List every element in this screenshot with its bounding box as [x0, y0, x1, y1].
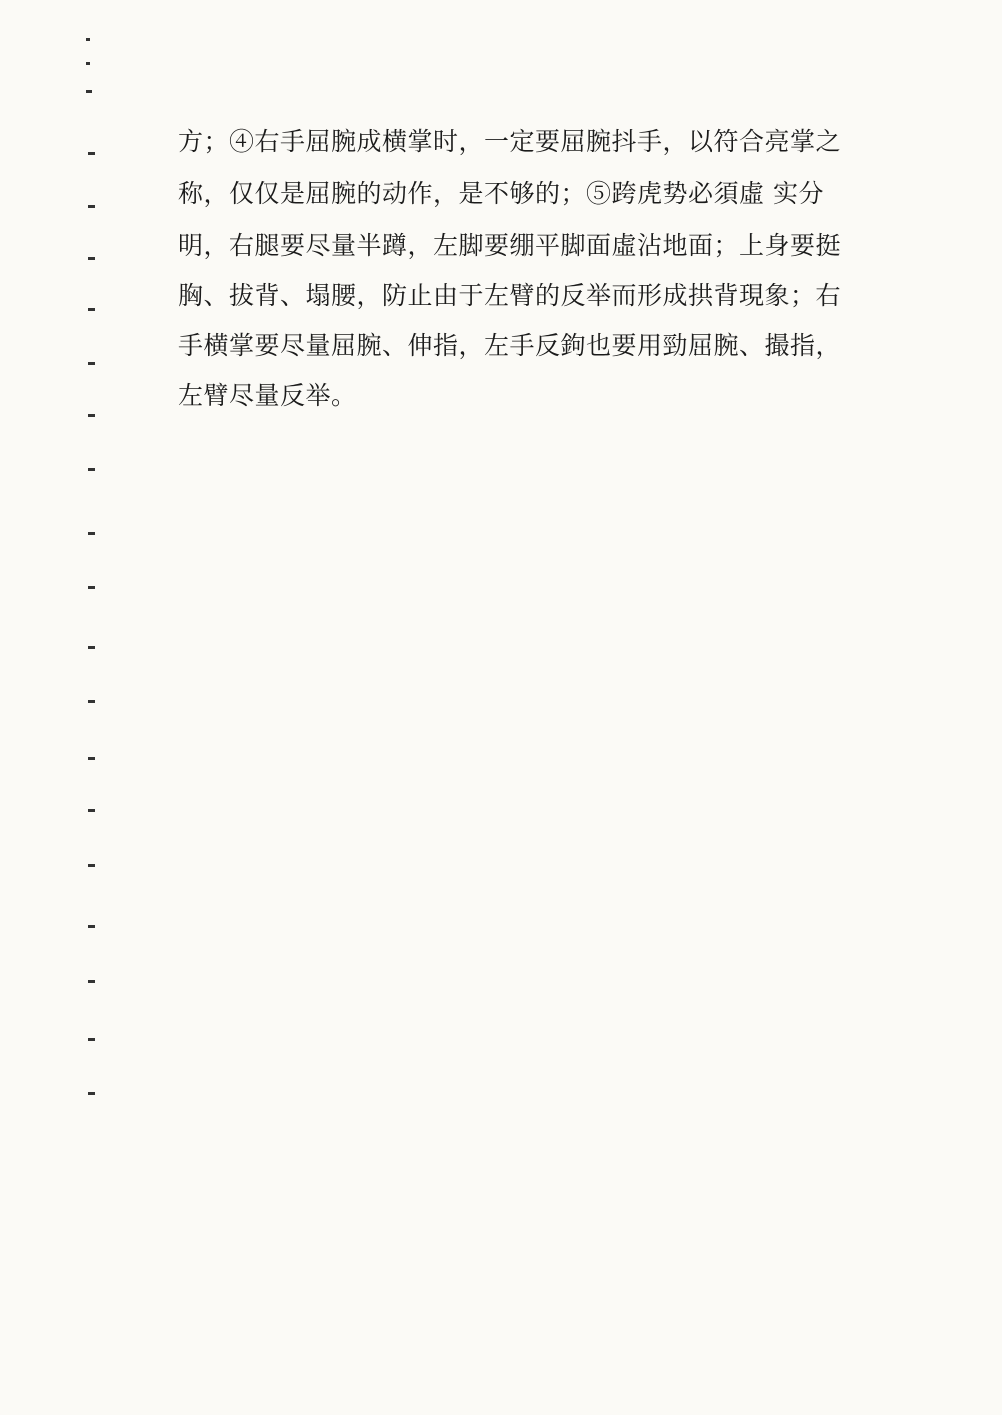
- margin-mark: [88, 809, 95, 812]
- margin-mark: [88, 700, 95, 703]
- margin-mark: [88, 414, 95, 417]
- margin-mark: [88, 532, 95, 535]
- body-line: 左臂尽量反举。: [178, 381, 357, 410]
- body-line: 手横掌要尽量屈腕、伸指，左手反鉤也要用勁屈腕、撮指，: [178, 331, 842, 360]
- margin-mark: [88, 468, 95, 471]
- margin-mark: [88, 980, 95, 983]
- margin-mark: [88, 205, 95, 208]
- margin-mark: [88, 757, 95, 760]
- margin-mark: [88, 646, 95, 649]
- margin-mark: [86, 38, 90, 41]
- margin-mark: [88, 1038, 95, 1041]
- margin-mark: [88, 308, 95, 311]
- body-line: 称，仅仅是屈腕的动作，是不够的；⑤跨虎势必須虛 实分: [178, 179, 824, 208]
- margin-mark: [88, 1092, 95, 1095]
- margin-mark: [88, 586, 95, 589]
- margin-mark: [88, 925, 95, 928]
- body-line: 胸、拔背、塌腰，防止由于左臂的反举而形成拱背現象；右: [178, 281, 842, 310]
- margin-mark: [88, 864, 95, 867]
- margin-mark: [86, 90, 92, 93]
- margin-mark: [88, 152, 95, 155]
- margin-mark: [88, 257, 95, 260]
- margin-mark: [88, 362, 95, 365]
- margin-mark: [86, 62, 90, 65]
- body-line: 方；④右手屈腕成横掌时，一定要屈腕抖手，以符合亮掌之: [178, 127, 842, 156]
- body-line: 明，右腿要尽量半蹲，左脚要绷平脚面虛沾地面；上身要挺: [178, 231, 842, 260]
